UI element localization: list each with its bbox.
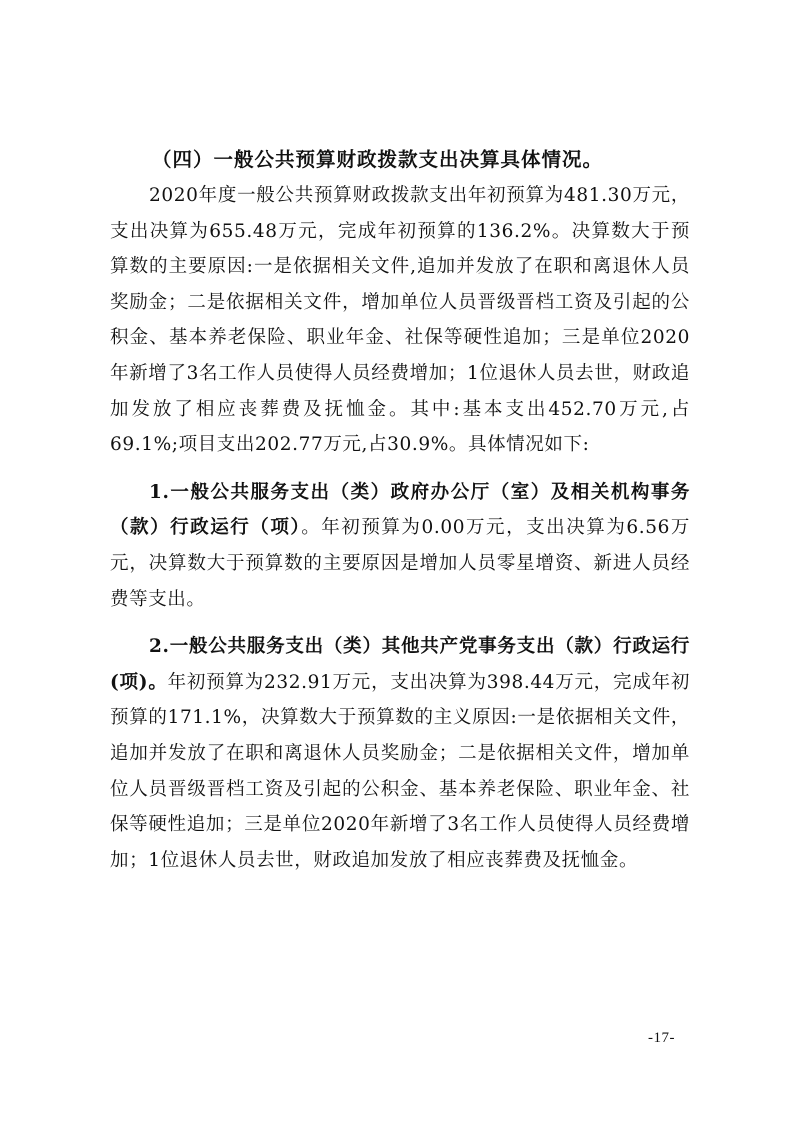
- item-body-1: 。年初预算为0.00万元，支出决算为6.56万元，决算数大于预算数的主要原因是增加人员零星增资、新进人员经费等支出。: [110, 517, 690, 610]
- item-title-2: 2.一般公共服务支出（类）其他共产党事务支出（款）行政运行(项)。: [110, 636, 690, 693]
- intro-paragraph: 2020年度一般公共预算财政拨款支出年初预算为481.30万元，支出决算为655.48万元，完成年初预算的136.2%。决算数大于预算数的主要原因:一是依据相关文件,追加并发放了在职和离退休人员奖励金；二是依据相关文件，增加单位人员晋级晋档工资及引起的公积金、基本养老保险、职业年金、社保等硬性追加；三是单位2020年新增了3名工作人员使得人员经费增加；1位退休人员去世，财政追加发放了相应丧葬费及抚恤金。其中:基本支出452.70万元,占69.1%;项目支出202.77万元,占30.9%。具体情况如下:: [110, 185, 690, 456]
- item-paragraph-2: [110, 629, 690, 878]
- item-paragraph-1: [110, 475, 690, 617]
- item-title-1: 1.一般公共服务支出（类）政府办公厅（室）及相关机构事务（款）行政运行（项）: [110, 481, 690, 539]
- section-heading: （四）一般公共预算财政拨款支出决算具体情况。: [152, 148, 604, 171]
- page-number: -17-: [648, 1030, 675, 1046]
- item-body-2: 年初预算为232.91万元，支出决算为398.44万元，完成年初预算的171.1%，决算数大于预算数的主义原因:一是依据相关文件，追加并发放了在职和离退休人员奖励金；二是依据相关文件，增加单位人员晋级晋档工资及引起的公积金、基本养老保险、职业年金、社保等硬性追加；三是单位2020年新增了3名工作人员使得人员经费增加；1位退休人员去世，财政追加发放了相应丧葬费及抚恤金。: [110, 671, 690, 871]
- page-body: [110, 142, 690, 878]
